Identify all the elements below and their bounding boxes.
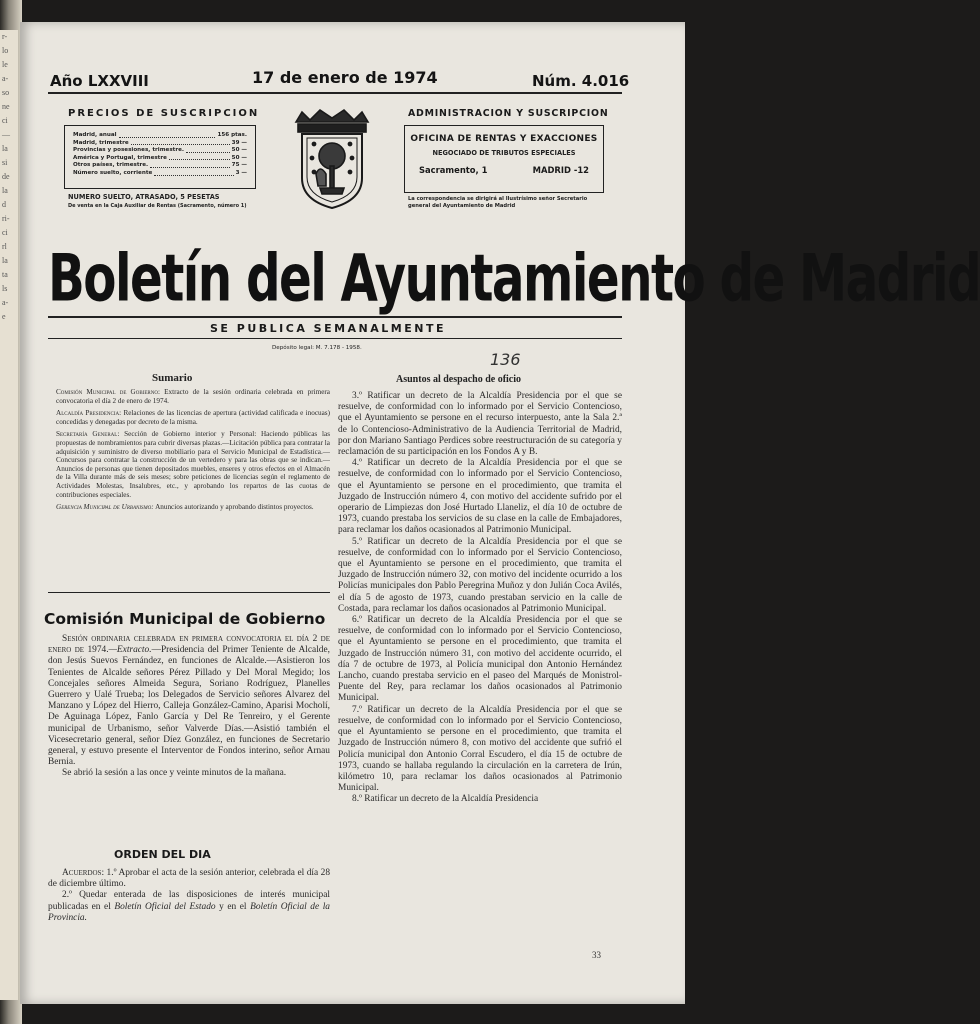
left-page-fragment: ta: [2, 270, 8, 279]
matter-item: 8.º Ratificar un decreto de la Alcaldía Presidencia: [352, 794, 539, 805]
office-department: NEGOCIADO DE TRIBUTOS ESPECIALES: [432, 149, 576, 157]
agreement-2-boe: Boletín Oficial del Estado: [114, 901, 216, 912]
left-page-fragment: e: [2, 312, 6, 321]
price-row: [65, 147, 255, 155]
price-dots: [131, 140, 230, 146]
left-page-fragment: de: [2, 172, 10, 181]
masthead-rule-top: [48, 316, 622, 318]
price-label: Madrid, anual: [73, 132, 117, 138]
agreement-1: [48, 868, 330, 890]
price-dots: [119, 132, 216, 138]
frequency-label: SE PUBLICA SEMANALMENTE: [210, 322, 446, 335]
left-page-fragment: so: [2, 88, 10, 97]
matters-title: Asuntos al despacho de oficio: [396, 374, 522, 385]
summary-item: [48, 430, 330, 499]
price-value: 156 ptas.: [217, 132, 247, 138]
price-label: Otros países, trimestre.: [73, 162, 149, 169]
summary-title: Sumario: [152, 372, 193, 384]
price-value: 75 —: [231, 162, 247, 169]
summary-item-lead: Secretaría General:: [56, 430, 120, 439]
price-dots: [154, 170, 233, 176]
price-label: Provincias y posesiones, trimestre.: [73, 147, 185, 154]
summary-end-rule: [48, 592, 330, 593]
commission-body: [48, 634, 330, 780]
agreement-1-text: 1.º Aprobar el acta de la sesión anterior, celebrada el día 28 de diciembre último.: [48, 868, 331, 890]
prices-box: [64, 125, 256, 189]
summary-item: [48, 503, 330, 512]
summary-item-text: Extracto de la sesión ordinaria celebrada en primera convocatoria el día 2 de enero de 1974.: [56, 388, 331, 405]
issue-date: 17 de enero de 1974: [252, 68, 438, 87]
matter-item: 7.º Ratificar un decreto de la Alcaldía Presidencia por el que se resuelve, de conformidad con lo informado por el Servicio Contencioso, que el Ayuntamiento se persone en el procedimiento, que tramita el Juzgado de Instrucción número 8, con motivo del accidente que sufrió el Policía municipal don Antonio Corral Escudero, el día 15 de octubre de 1973, cuando se hallaba regulando la circulación en la carretera de Irún, kilómetro 10, para reclamar los daños ocasionados al Patrimonio Municipal.: [338, 704, 622, 794]
summary-item-text: Sección de Gobierno interior y Personal: Haciendo públicas las propuestas de nombramientos para cubrir diversas plazas.—Licitación pública para contratar la adquisición y suministro de diverso mobiliario para el Servicio Municipal de Estadística.—Concursos para contratar la construcción de un vertedero y para las obras que se indican.—Anuncios de personas que tienen depositados muebles, enseres y otros efectos en el Almacén de la Villa durante más de seis meses; sobre peticiones de licencias según el reglamento de Actividades Molestas, Insalubres, etc., y aprobando los repartos de las cuotas de contribuciones especiales.: [56, 430, 330, 499]
left-page-fragment: ci: [2, 116, 8, 125]
price-dots: [150, 162, 229, 168]
summary-item: [48, 388, 330, 405]
masthead-rule-bottom: [48, 338, 622, 339]
prices-note-sale: De venta en la Caja Auxiliar de Rentas (Sacramento, número 1): [68, 203, 247, 209]
handwritten-number: 136: [490, 350, 521, 369]
agreement-2-text: 2.º Quedar enterada de las disposiciones de interés municipal publicadas en el: [48, 890, 330, 912]
issue-year: Año LXXVIII: [50, 72, 149, 90]
price-dots: [169, 155, 230, 161]
price-dots: [186, 147, 230, 153]
header-rule: [48, 92, 622, 94]
price-label: Número suelto, corriente: [73, 169, 153, 176]
page-number: 33: [592, 950, 601, 960]
madrid-coat-of-arms-icon: [286, 108, 378, 212]
matter-item: 3.º Ratificar un decreto de la Alcaldía Presidencia por el que se resuelve, de conformidad con lo informado por el Servicio Contencioso, que el Ayuntamiento se persone en el recurso interpuesto, ante la Sala 2.ª de lo Contencioso-Administrativo de la Audiencia Territorial de Madrid, por don Mariano Santiago Perdices sobre reestructuración de su categoría y reclamación de su participación en los Fondos A y B.: [338, 391, 622, 458]
admin-title: ADMINISTRACION Y SUSCRIPCION: [408, 108, 609, 119]
legal-deposit: Depósito legal: M. 7.178 - 1958.: [272, 345, 362, 351]
summary-item-text: Relaciones de las licencias de apertura (actividad calificada e inocuas) concedidas y denegadas por decreto de la misma.: [56, 409, 330, 426]
price-label: América y Portugal, trimestre: [73, 154, 167, 161]
session-paragraph: [48, 634, 330, 768]
office-city: MADRID -12: [532, 165, 589, 175]
office-address: Sacramento, 1: [419, 165, 488, 175]
price-value: 50 —: [231, 154, 247, 161]
agreement-2-mid: y en el: [219, 901, 247, 912]
price-label: Madrid, trimestre: [73, 139, 129, 146]
issue-number: Núm. 4.016: [532, 72, 630, 90]
summary-item-lead: Gerencia Municipal de Urbanismo:: [56, 503, 154, 512]
commission-title: Comisión Municipal de Gobierno: [44, 610, 326, 628]
opening-paragraph: Se abrió la sesión a las once y veinte minutos de la mañana.: [62, 768, 287, 779]
left-page-fragment: ci: [2, 228, 8, 237]
session-text: —Presidencia del Primer Teniente de Alcalde, don Jesús Suevos Fernández, en funciones de Alcalde.—Asistieron los Tenientes de Alcalde señores Pérez Pillado y Del Moral Megido; los Concejales señores Almeida Segura, Soriano Rodríguez, Planelles Guerrero y Ualé Trueba; los Delegados de Servicio señores Alvarez del Manzano y López del Hierro, Calleja González-Camino, Aparisi Mocholí, De Aguinaga López, Fanlo García y Del Re Tenreiro, y el Gerente municipal de Urbanismo, señor Valverde Días.—Asistió también el Vicesecretario general, señor Díez González, en funciones de Secretario general, y estuvo presente el Interventor de Fondos interino, señor Arnau Bernia.: [48, 645, 330, 768]
left-page-fragment: ne: [2, 102, 10, 111]
agreements-lead: Acuerdos:: [62, 868, 105, 878]
price-value: 39 —: [231, 139, 247, 146]
matter-item: 6.º Ratificar un decreto de la Alcaldía Presidencia por el que se resuelve, de conformidad con lo informado por el Servicio Contencioso, que el Ayuntamiento se persone en el procedimiento, que tramita el Juzgado de Instrucción número 31, con motivo del accidente ocurrido, el día 7 de octubre de 1973, al Policía municipal don Antonio Hernández Lancho, cuando prestaba servicio en el paseo del Marqués de Monistrol-Puente del Rey, para reclamar los daños ocasionados al Patrimonio Municipal.: [338, 615, 622, 704]
price-row: [65, 170, 255, 178]
summary-item: [48, 409, 330, 426]
admin-correspondence-note: La correspondencia se dirigirá al Ilustrísimo señor Secretario general del Ayuntamiento de Madrid: [408, 196, 588, 209]
matters-list: [338, 391, 622, 806]
session-lead: Sesión ordinaria celebrada en primera convocatoria el día 2 de enero de 1974.: [48, 634, 330, 656]
matter-item: 5.º Ratificar un decreto de la Alcaldía Presidencia por el que se resuelve, de conformidad con lo informado por el Servicio Contencioso, que el Ayuntamiento se persone en el procedimiento, que tramita el Juzgado de Instrucción número 32, con motivo del incidente ocurrido a los Policías municipales don Pablo Peregrina Muñoz y don Julián Coca Avilés, el día 5 de agosto de 1973, cuando prestaban servicio en la calle de Costada, para reclamar los daños ocasionados al Patrimonio Municipal.: [338, 536, 622, 614]
price-row: [65, 132, 255, 140]
left-page-fragment: ls: [2, 284, 8, 293]
admin-box: [404, 125, 604, 193]
price-value: 3 —: [235, 169, 247, 176]
left-page-fragment: a-: [2, 298, 9, 307]
office-name: OFICINA DE RENTAS Y EXACCIONES: [410, 134, 598, 144]
price-row: [65, 162, 255, 170]
session-extract: —Extracto.: [108, 645, 152, 656]
left-page-fragment: la: [2, 144, 8, 153]
masthead-title: Boletín del Ayuntamiento de Madrid: [48, 239, 980, 317]
left-page-fragment: la: [2, 256, 8, 265]
left-page-fragment: r-: [2, 32, 8, 41]
left-page-fragment: lo: [2, 46, 9, 55]
left-page-fragment: —: [2, 130, 10, 139]
left-page-fragment: si: [2, 158, 8, 167]
summary-item-lead: Comisión Municipal de Gobierno:: [56, 388, 160, 396]
summary-item-lead: Alcaldía Presidencia:: [56, 409, 122, 418]
agreements-body: [48, 868, 330, 924]
newspaper-page: [20, 22, 980, 1004]
price-row: [65, 140, 255, 148]
prices-list: [65, 126, 255, 178]
matter-item: 4.º Ratificar un decreto de la Alcaldía Presidencia por el que se resuelve, de conformidad con lo informado por el Servicio Contencioso, que el Ayuntamiento se persone en el procedimiento, que tramita el Juzgado de Instrucción número 4, con motivo del accidente sufrido por el operario de Limpiezas don José Hurtado Llaneliz, el día 10 de octubre de 1973, cuando prestaba los servicios de su clase en la calle de Embajadores, para reclamar los daños ocasionados al Patrimonio Municipal.: [338, 458, 622, 536]
order-of-day-title: ORDEN DEL DIA: [114, 848, 211, 861]
prices-title: PRECIOS DE SUSCRIPCION: [68, 108, 260, 119]
left-page-edge: [0, 30, 18, 1000]
summary-list: [48, 388, 330, 516]
left-page-fragment: ri-: [2, 214, 10, 223]
summary-item-text: Anuncios autorizando y aprobando distintos proyectos.: [155, 503, 314, 512]
price-value: 50 —: [231, 147, 247, 154]
left-page-fragment: d: [2, 200, 6, 209]
agreement-2: [48, 890, 330, 924]
left-page-fragment: la: [2, 186, 8, 195]
left-page-fragment: rl: [2, 242, 7, 251]
prices-note-back-issue: NUMERO SUELTO, ATRASADO, 5 PESETAS: [68, 193, 220, 201]
agreement-2-bop: Boletín Oficial de la Provincia.: [48, 901, 330, 923]
left-page-fragment: a-: [2, 74, 9, 83]
left-page-fragment: le: [2, 60, 8, 69]
